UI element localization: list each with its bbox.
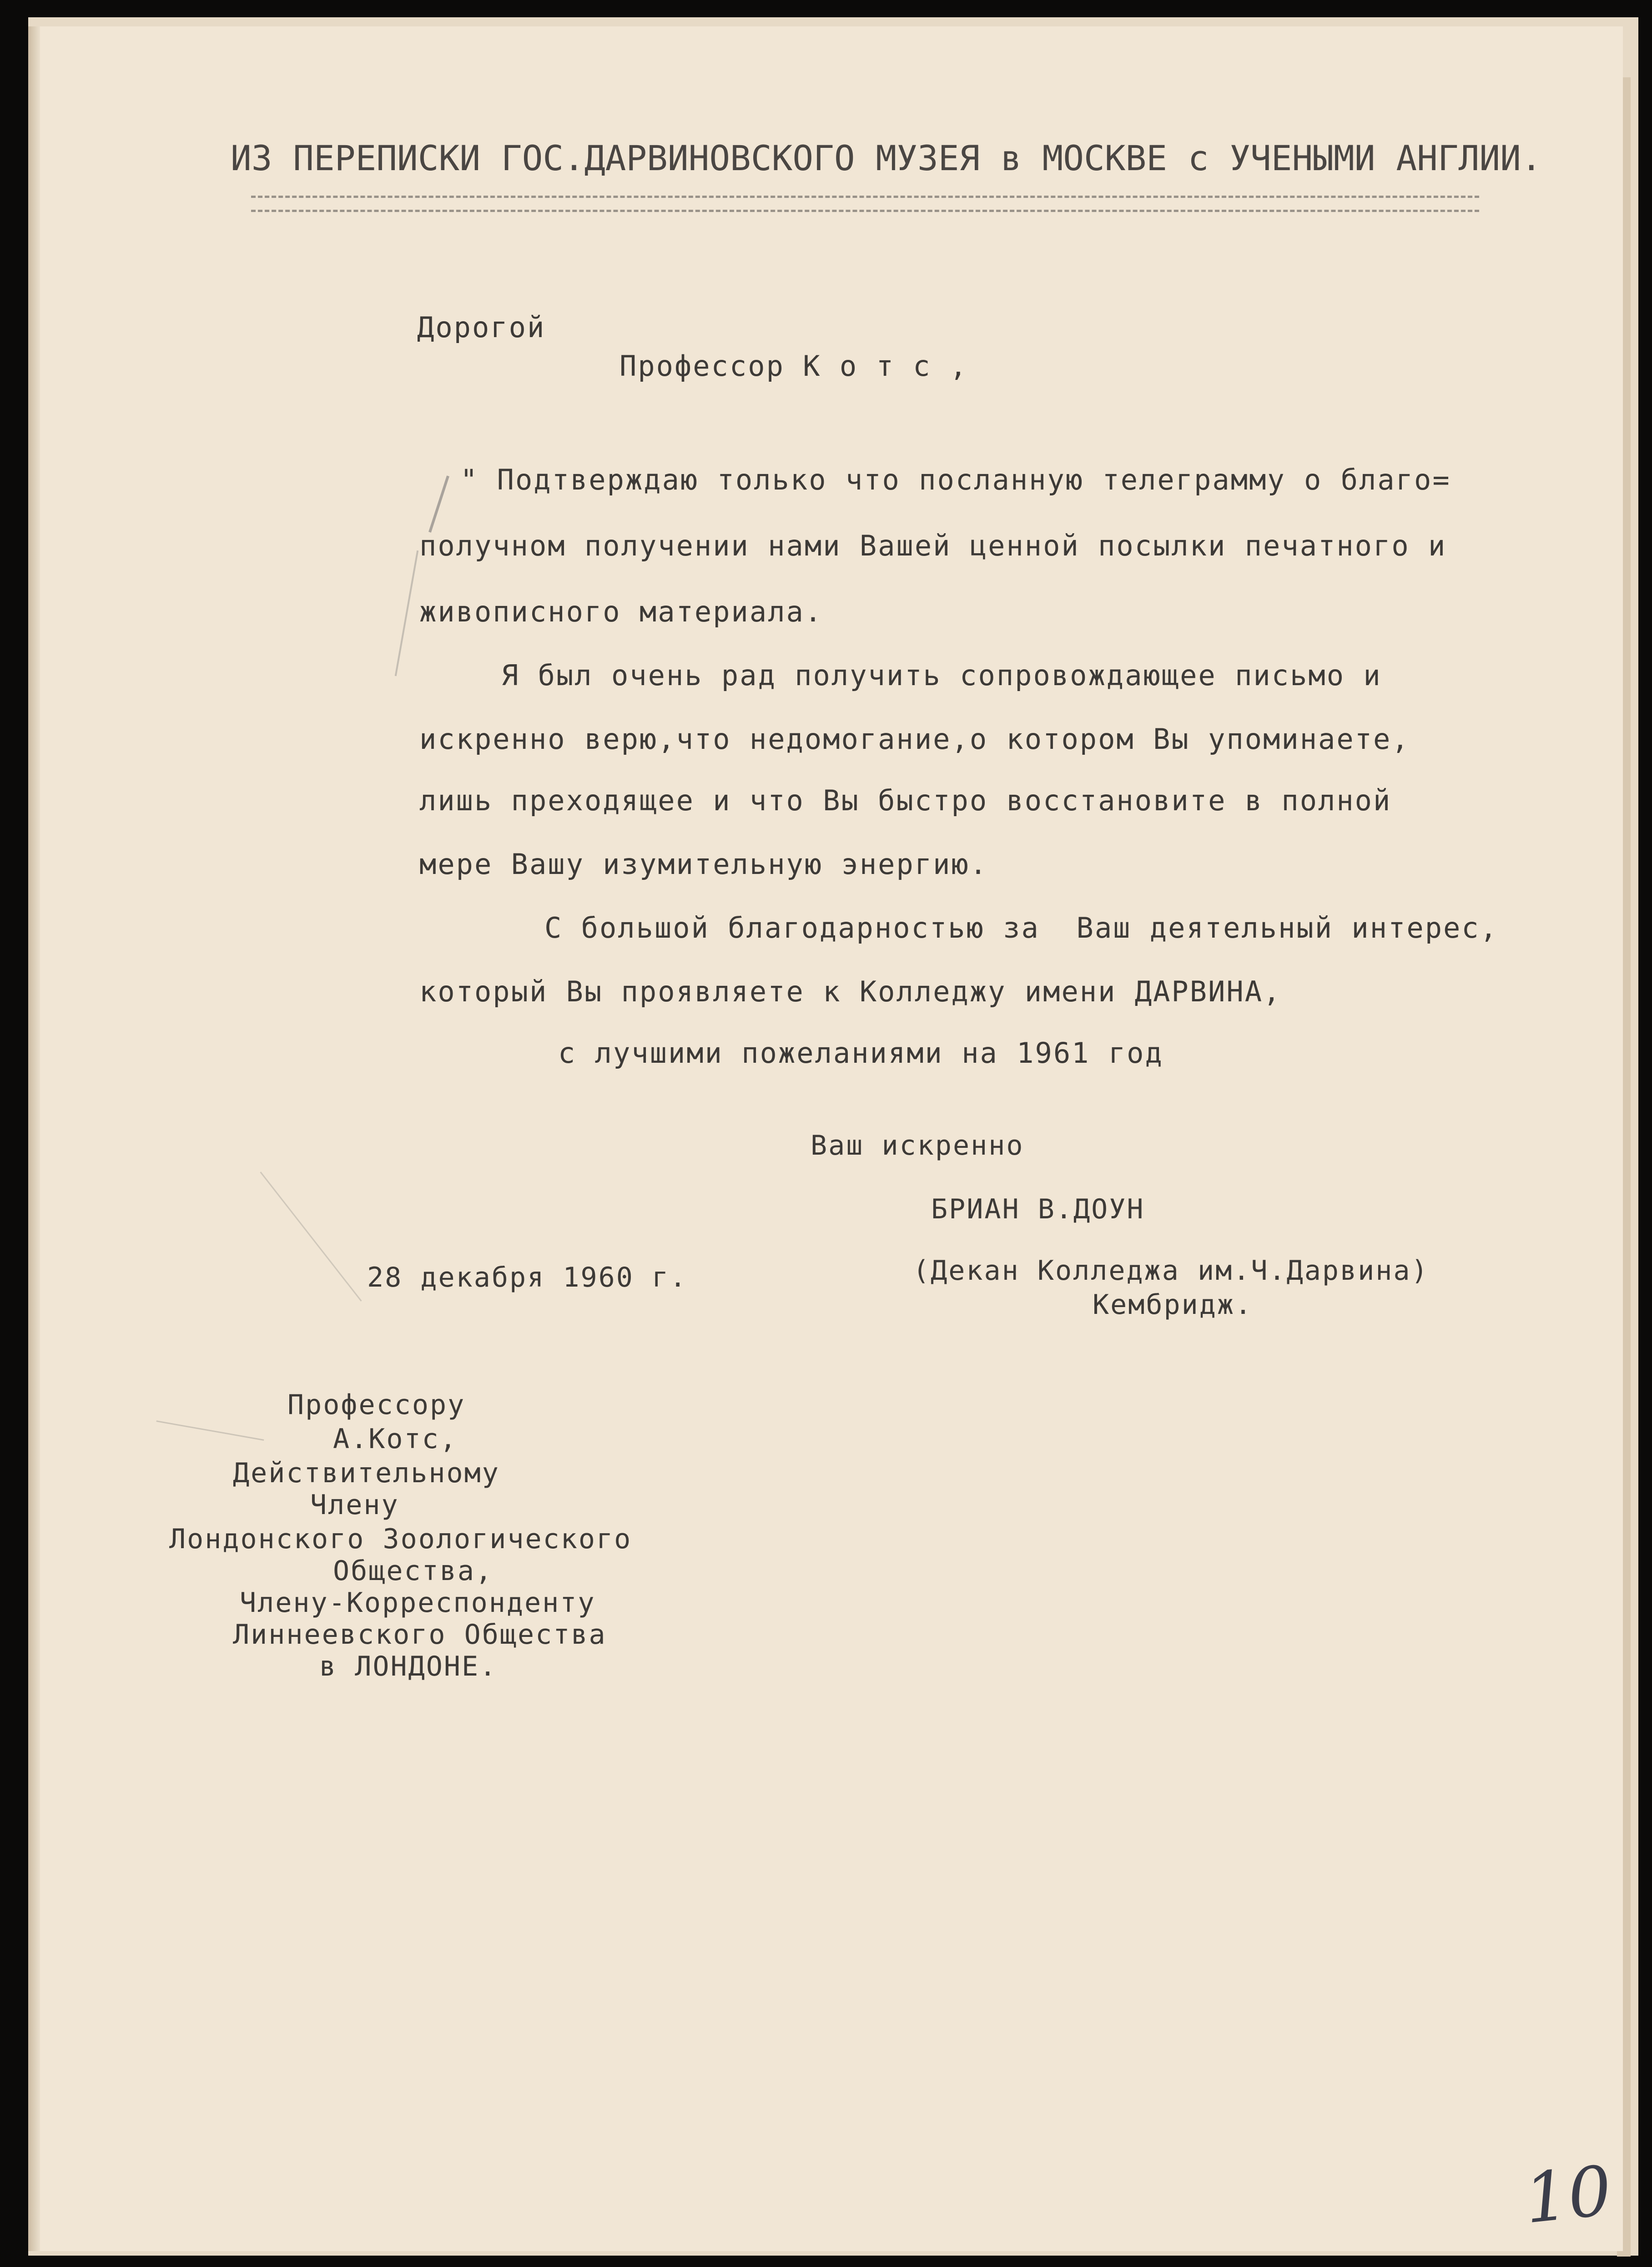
salutation-name: Профессор К о т с , — [620, 349, 968, 383]
address-line: Действительному — [233, 1457, 500, 1489]
body-line: Я был очень рад получить сопровождающее письмо и — [501, 659, 1382, 692]
signer-name: БРИАН В.ДОУН — [931, 1193, 1145, 1225]
address-line: Члену-Корреспонденту — [240, 1587, 596, 1619]
body-line: с лучшими пожеланиями на 1961 год — [558, 1036, 1163, 1070]
address-line: в ЛОНДОНЕ. — [319, 1651, 498, 1682]
pencil-mark — [428, 475, 449, 532]
document-heading: ИЗ ПЕРЕПИСКИ ГОС.ДАРВИНОВСКОГО МУЗЕЯ в МОСКВЕ с УЧЕНЫМИ АНГЛИИ. — [231, 138, 1542, 178]
address-line: Члену — [310, 1489, 399, 1521]
pencil-mark — [156, 1420, 264, 1441]
document-page — [28, 26, 1623, 2251]
salutation-line: Дорогой — [417, 311, 546, 344]
page-left-edge — [28, 26, 40, 2251]
address-line: Общества, — [333, 1555, 494, 1587]
address-line: Линнеевского Общества — [233, 1619, 607, 1651]
body-line: С большой благодарностью за Ваш деятельный интерес, — [544, 911, 1499, 944]
body-line: " Подтверждаю только что посланную телеграмму о благо= — [460, 463, 1451, 496]
body-line: который Вы проявляете к Колледжу имени ДАРВИНА, — [419, 975, 1282, 1008]
signer-title: (Декан Колледжа им.Ч.Дарвина) — [913, 1255, 1429, 1287]
letter-date: 28 декабря 1960 г. — [367, 1262, 688, 1293]
closing-line: Ваш искренно — [811, 1130, 1024, 1161]
signer-place: Кембридж. — [1093, 1289, 1253, 1321]
address-line: Лондонского Зоологического — [169, 1523, 632, 1555]
body-line: мере Вашу изумительную энергию. — [419, 848, 988, 881]
heading-underline — [251, 196, 1479, 212]
pencil-mark — [260, 1171, 362, 1302]
body-line: искренно верю,что недомогание,о котором Вы упоминаете, — [419, 722, 1410, 756]
body-line: живописного материала. — [419, 595, 823, 628]
address-line: Профессору — [287, 1389, 466, 1421]
pencil-mark — [395, 550, 419, 676]
body-line: получном получении нами Вашей ценной посылки печатного и — [419, 529, 1447, 562]
folio-number: 10 — [1521, 2151, 1616, 2239]
body-line: лишь преходящее и что Вы быстро восстановите в полной — [419, 784, 1392, 817]
address-line: А.Котс, — [333, 1423, 458, 1455]
